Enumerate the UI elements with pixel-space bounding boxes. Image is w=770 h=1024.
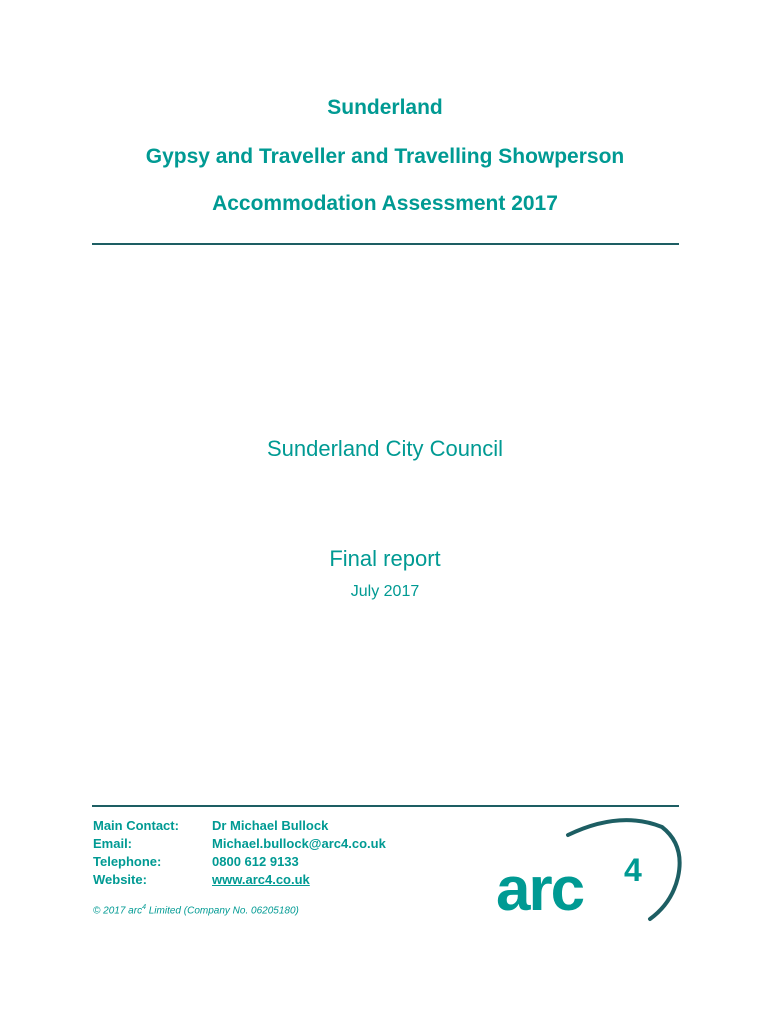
contact-row-email xyxy=(93,835,386,853)
copyright-notice xyxy=(93,904,299,916)
contact-label: Main Contact: xyxy=(93,818,179,833)
contact-label: Email: xyxy=(93,836,133,851)
title-line-1: Sunderland xyxy=(327,96,443,119)
client-name: Sunderland City Council xyxy=(266,436,504,461)
report-type: Final report xyxy=(329,546,441,571)
contact-details xyxy=(93,817,386,889)
top-divider xyxy=(92,243,679,245)
copyright-superscript: 4 xyxy=(142,904,146,911)
contact-row-website xyxy=(93,871,386,889)
arc4-logo xyxy=(490,815,690,935)
copyright-suffix: Limited (Company No. 06205180) xyxy=(145,905,299,917)
contact-telephone: 0800 612 9133 xyxy=(212,854,299,869)
title-line-2: Gypsy and Traveller and Travelling Showperson xyxy=(145,145,625,168)
logo-superscript: 4 xyxy=(624,852,642,888)
contact-row-telephone xyxy=(93,853,386,871)
copyright-prefix: © 2017 arc xyxy=(93,905,143,917)
bottom-divider xyxy=(92,805,679,807)
contact-label: Website: xyxy=(93,872,147,887)
contact-name: Dr Michael Bullock xyxy=(212,818,329,833)
logo-text: arc xyxy=(496,855,584,924)
title-line-3: Accommodation Assessment 2017 xyxy=(212,192,558,215)
report-date: July 2017 xyxy=(350,583,420,600)
contact-email[interactable]: Michael.bullock@arc4.co.uk xyxy=(212,836,386,851)
report-title xyxy=(92,90,678,216)
contact-label: Telephone: xyxy=(93,854,162,869)
contact-row-main xyxy=(93,817,386,835)
website-link[interactable]: www.arc4.co.uk xyxy=(212,872,310,887)
